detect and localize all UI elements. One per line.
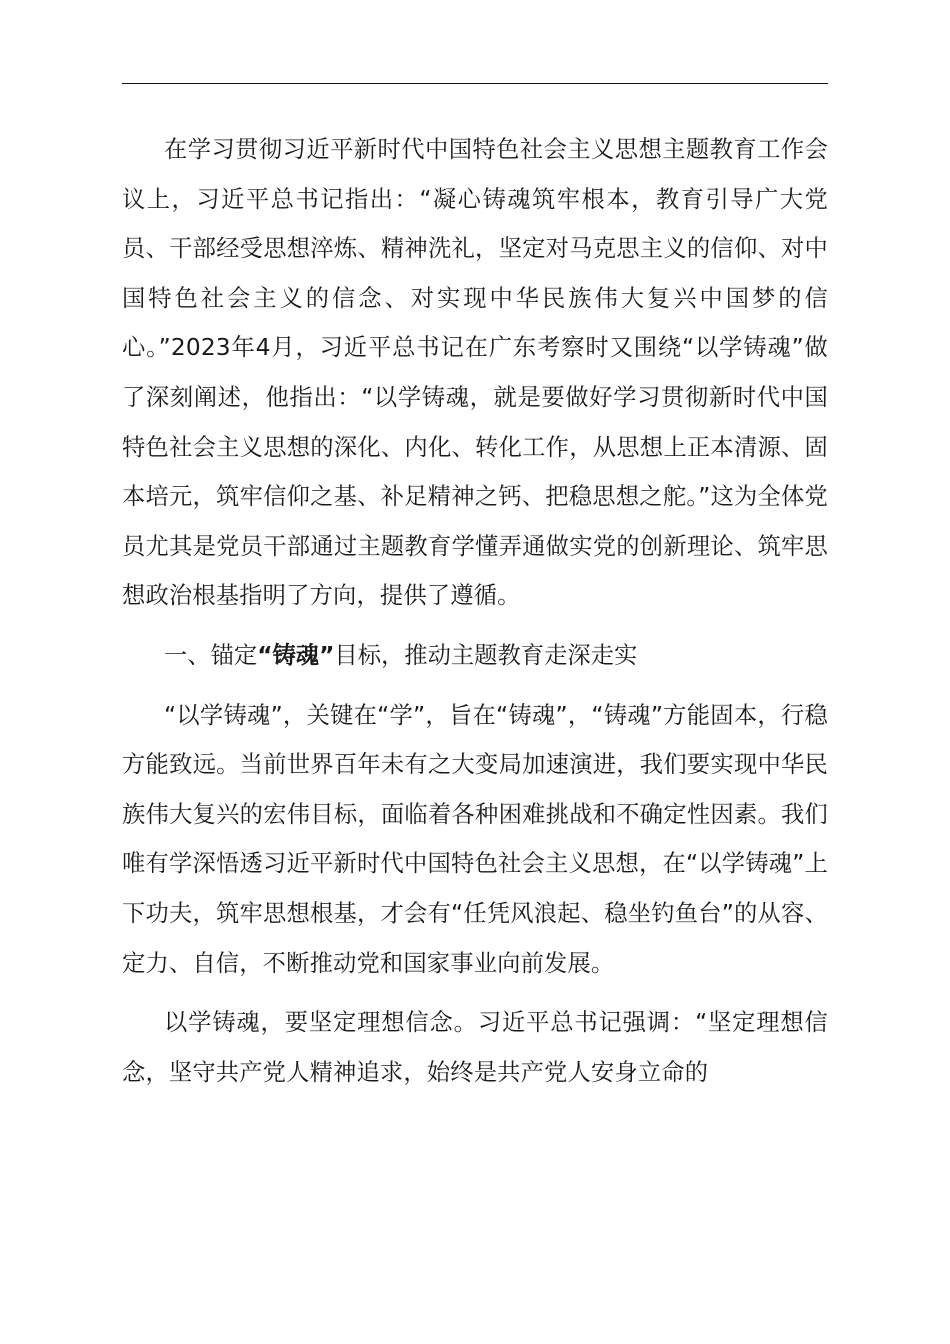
body-text [122, 125, 828, 1097]
section-heading-1 [122, 631, 828, 681]
heading-suffix: 目标，推动主题教育走深走实 [334, 641, 638, 669]
paragraph-section1-b: 以学铸魂，要坚定理想信念。习近平总书记强调：“坚定理想信念，坚守共产党人精神追求，始终是共产党人安身立命的 [122, 1009, 828, 1086]
heading-quoted: “铸魂” [257, 641, 335, 669]
paragraph-intro: 在学习贯彻习近平新时代中国特色社会主义思想主题教育工作会议上，习近平总书记指出：“凝心铸魂筑牢根本，教育引导广大党员、干部经受思想淬炼、精神洗礼，坚定对马克思主义的信仰、对中国特色社会主义的信念、对实现中华民族伟大复兴中国梦的信心。”2023年4月，习近平总书记在广东考察时又围绕“以学铸魂”做了深刻阐述，他指出：“以学铸魂，就是要做好学习贯彻新时代中国特色社会主义思想的深化、内化、转化工作，从思想上正本清源、固本培元，筑牢信仰之基、补足精神之钙、把稳思想之舵。”这为全体党员尤其是党员干部通过主题教育学懂弄通做实党的创新理论、筑牢思想政治根基指明了方向，提供了遵循。 [122, 136, 828, 610]
header-rule [122, 83, 828, 84]
paragraph-section1-a: “以学铸魂”，关键在“学”，旨在“铸魂”，“铸魂”方能固本，行稳方能致远。当前世界百年未有之大变局加速演进，我们要实现中华民族伟大复兴的宏伟目标，面临着各种困难挑战和不确定性因素。我们唯有学深悟透习近平新时代中国特色社会主义思想，在“以学铸魂”上下功夫，筑牢思想根基，才会有“任凭风浪起、稳坐钓鱼台”的从容、定力、自信，不断推动党和国家事业向前发展。 [122, 701, 828, 977]
heading-prefix: 一、锚定 [164, 641, 258, 669]
